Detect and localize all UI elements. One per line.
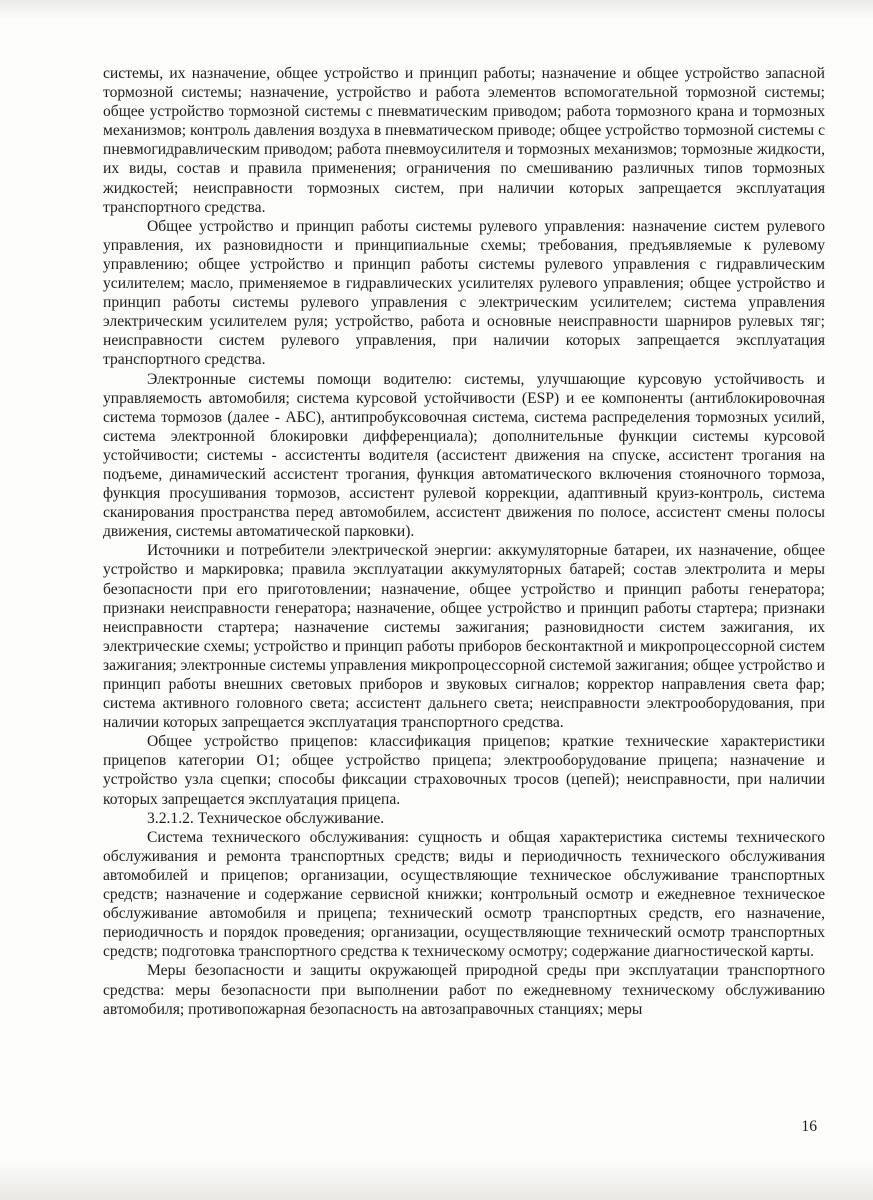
paragraph-driver-assistance: Электронные системы помощи водителю: системы, улучшающие курсовую устойчивость и управляемость автомобиля; система курсовой устойчивости (ESP) и ее компоненты (антиблокировочная система тормозов (далее - АБС), антипробуксовочная система, система распределения тормозных усилий, система электронной блокировки дифференциала); дополнительные функции системы курсовой устойчивости; системы - ассистенты водителя (ассистент движения на спуске, ассистент трогания на подъеме, динамический ассистент трогания, функция автоматического включения стояночного тормоза, функция просушивания тормозов, ассистент рулевой коррекции, адаптивный круиз-контроль, система сканирования пространства перед автомобилем, ассистент движения по полосе, ассистент смены полосы движения, системы автоматической парковки). (103, 370, 825, 541)
section-heading-maintenance: 3.2.1.2. Техническое обслуживание. (147, 809, 385, 827)
paragraph-brake-systems: системы, их назначение, общее устройство и принцип работы; назначение и общее устройство запасной тормозной системы; назначение, устройство и работа элементов вспомогательной тормозной системы; общее устройство тормозной системы с пневматическим приводом; работа тормозного крана и тормозных механизмов; контроль давления воздуха в пневматическом приводе; общее устройство тормозной системы с пневмогидравлическим приводом; работа пневмоусилителя и тормозных механизмов; тормозные жидкости, их виды, состав и правила применения; ограничения по смешиванию различных типов тормозных жидкостей; неисправности тормозных систем, при наличии которых запрещается эксплуатация транспортного средства. (103, 65, 825, 216)
paragraph-safety-measures: Меры безопасности и защиты окружающей природной среды при эксплуатации транспортного средства: меры безопасности при выполнении работ по ежедневному техническому обслуживанию автомобиля; противопожарная безопасность на автозаправочных станциях; меры (103, 962, 825, 1018)
scan-shadow-bottom (0, 1160, 873, 1200)
document-body (103, 64, 825, 1019)
scan-shadow-top (0, 0, 873, 20)
page-number: 16 (801, 1118, 817, 1135)
paragraph-electrical-energy: Источники и потребители электрической энергии: аккумуляторные батареи, их назначение, общее устройство и маркировка; правила эксплуатации аккумуляторных батарей; состав электролита и меры безопасности при его приготовлении; назначение, общее устройство и принцип работы генератора; признаки неисправности генератора; назначение, общее устройство и принцип работы стартера; признаки неисправности стартера; назначение системы зажигания; разновидности систем зажигания, их электрические схемы; устройство и принцип работы приборов бесконтактной и микропроцессорной систем зажигания; электронные системы управления микропроцессорной системой зажигания; общее устройство и принцип работы внешних световых приборов и звуковых сигналов; корректор направления света фар; система активного головного света; ассистент дальнего света; неисправности электрооборудования, при наличии которых запрещается эксплуатация транспортного средства. (103, 542, 825, 732)
paragraph-trailers: Общее устройство прицепов: классификация прицепов; краткие технические характеристики прицепов категории O1; общее устройство прицепа; электрооборудование прицепа; назначение и устройство узла сцепки; способы фиксации страховочных тросов (цепей); неисправности, при наличии которых запрещается эксплуатация прицепа. (103, 733, 825, 808)
paragraph-maintenance-system: Система технического обслуживания: сущность и общая характеристика системы технического обслуживания и ремонта транспортных средств; виды и периодичность технического обслуживания автомобилей и прицепов; организации, осуществляющие техническое обслуживание транспортных средств; назначение и содержание сервисной книжки; контрольный осмотр и ежедневное техническое обслуживание автомобиля и прицепа; технический осмотр транспортных средств, его назначение, периодичность и порядок проведения; организации, осуществляющие технический осмотр транспортных средств; подготовка транспортного средства к техническому осмотру; содержание диагностической карты. (103, 828, 825, 961)
paragraph-steering-system: Общее устройство и принцип работы системы рулевого управления: назначение систем рулевого управления, их разновидности и принципиальные схемы; требования, предъявляемые к рулевому управлению; общее устройство и принцип работы системы рулевого управления с гидравлическим усилителем; масло, применяемое в гидравлических усилителях рулевого управления; общее устройство и принцип работы системы рулевого управления с электрическим усилителем; система управления электрическим усилителем руля; устройство, работа и основные неисправности шарниров рулевых тяг; неисправности систем рулевого управления, при наличии которых запрещается эксплуатация транспортного средства. (103, 217, 825, 369)
